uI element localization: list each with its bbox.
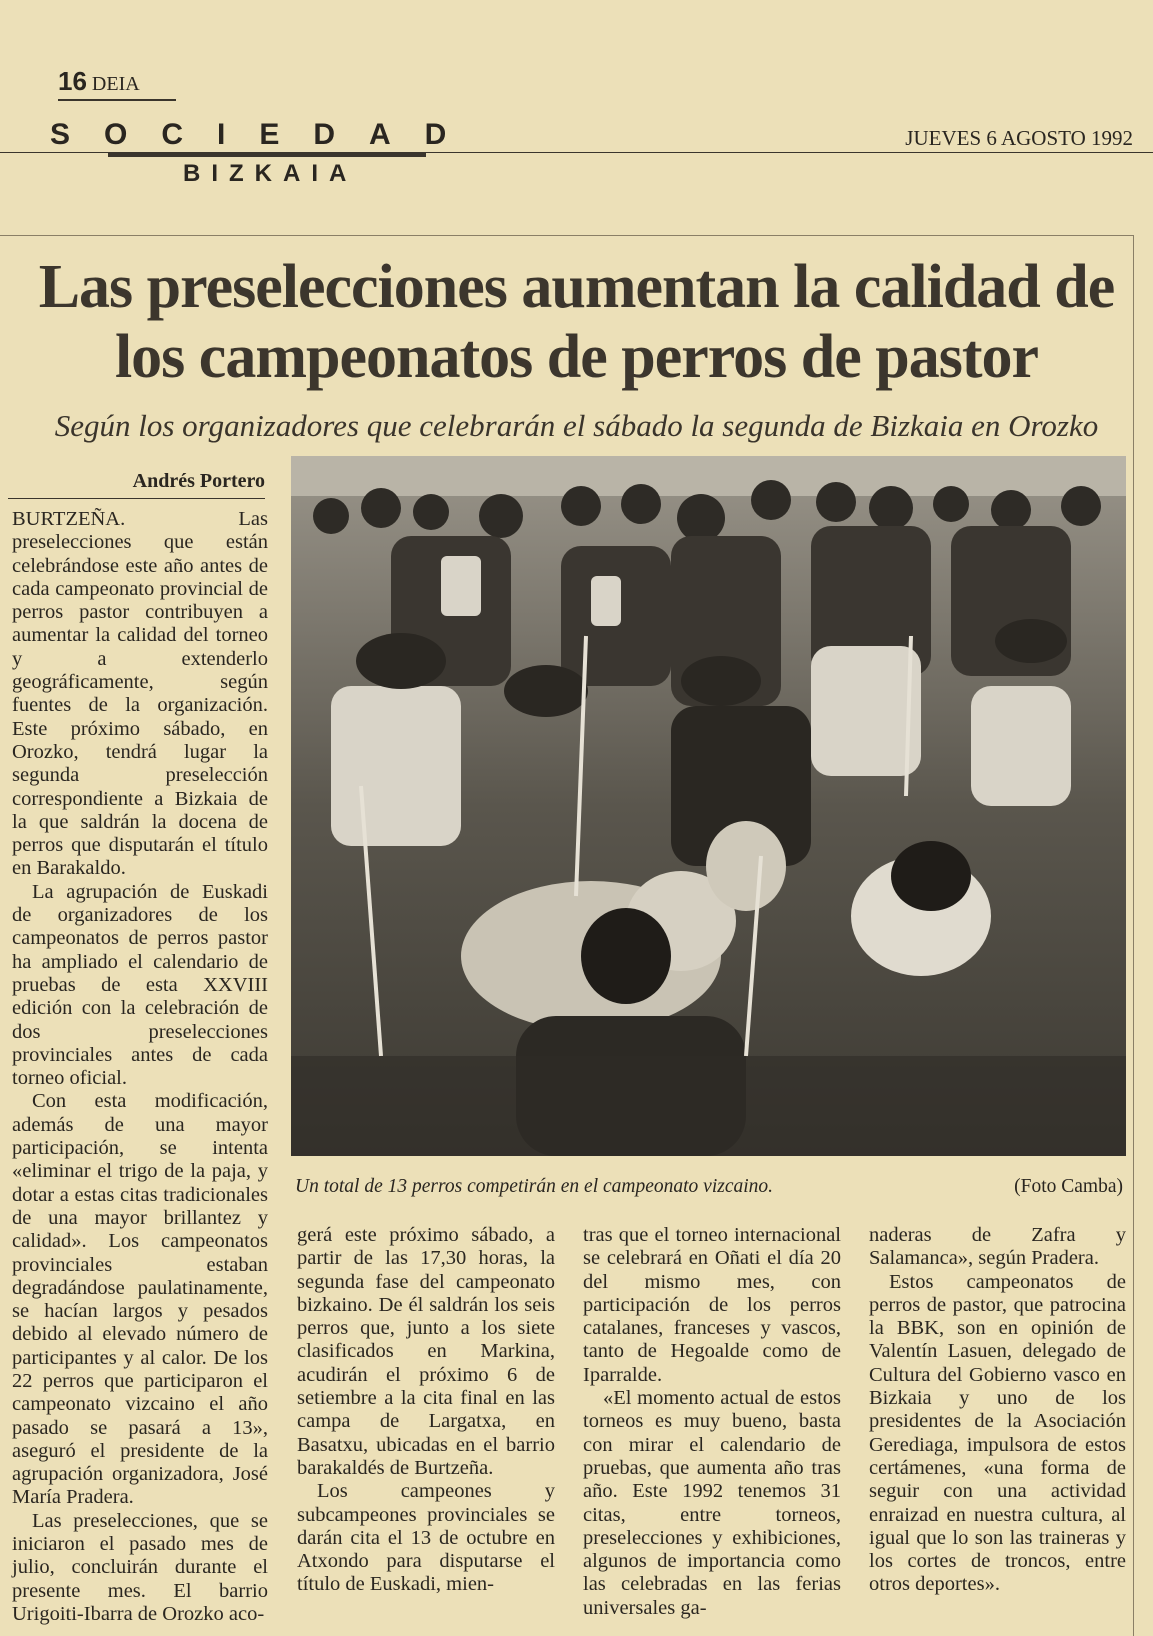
issue-date: JUEVES 6 AGOSTO 1992 <box>905 126 1133 150</box>
paragraph: BURTZEÑA. Las preselecciones que están celebrándose este año antes de cada campeonato provincial de perros pastor contribuyen a aumentar la calidad del torneo y a extenderlo geográficamente, según fuentes de la organización. Este próximo sábado, en Orozko, tendrá lugar la segunda preselección correspondiente a Bizkaia de la que saldrán la docena de perros que disputarán el título en Barakaldo. <box>12 508 268 880</box>
section-title: SOCIEDAD <box>50 118 481 151</box>
shepherds-and-dogs-photo <box>291 456 1126 1156</box>
paragraph: Estos campeonatos de perros de pastor, que patrocina la BBK, son en opinión de Valentín Lasuen, delegado de Cultura del Gobierno vasco en Bizkaia y uno de los presidentes de la Asociación Gerediaga, impulsora de estos certámenes, «una forma de seguir con una actividad enraizad en nuestra cultura, al igual que lo son las traineras y los cortes de troncos, entre otros deportes». <box>869 1270 1126 1596</box>
paragraph: gerá este próximo sábado, a partir de las 17,30 horas, la segunda fase del campeonato bizkaino. De él saldrán los seis perros que, junto a los siete clasificados en Markina, acudirán el próximo 6 de setiembre a la cita final en las campa de Largatxa, en Basatxu, ubicadas en el barrio barakaldés de Burtzeña. <box>297 1224 555 1479</box>
paragraph: naderas de Zafra y Salamanca», según Pradera. <box>869 1224 1126 1270</box>
article-column-3 <box>583 1224 841 1620</box>
paragraph: tras que el torneo internacional se celebrará en Oñati el día 20 del mismo mes, con participación de los perros catalanes, franceses y vascos, tanto de Hegoalde como de Iparralde. <box>583 1224 841 1386</box>
news-photo <box>291 456 1126 1156</box>
paragraph: Con esta modificación, además de una mayor participación, se intenta «eliminar el trigo de la paja, y dotar a estas citas tradicionales de una mayor brillantez y calidad». Los campeonatos provinciales estaban degradándose paulatinamente, se hacían largos y pesados debido al elevado número de participantes y al calor. De los 22 perros que participaron el campeonato vizcaino el año pasado se pasará a 13», aseguró el presidente de la agrupación organizadora, José María Pradera. <box>12 1090 268 1509</box>
subsection-title: BIZKAIA <box>183 160 358 187</box>
article-subheadline: Según los organizadores que celebrarán el sábado la segunda de Bizkaia en Orozko <box>54 408 1099 443</box>
page-folio <box>58 66 176 101</box>
page-number: 16 <box>58 66 87 96</box>
publication-name: DEIA <box>91 73 140 95</box>
article-column-4 <box>869 1224 1126 1597</box>
paragraph: «El momento actual de estos torneos es muy bueno, basta con mirar el calendario de pruebas, que aumenta año tras año. Este 1992 tenemos 31 citas, entre torneos, preselecciones y exhibiciones, algunos de importancia como las celebradas en las ferias universales ga- <box>583 1387 841 1619</box>
article-frame-top <box>0 235 1133 236</box>
article-column-2 <box>297 1224 555 1597</box>
article-column-1 <box>12 508 268 1626</box>
section-rule-accent <box>108 152 426 157</box>
article-frame-right <box>1133 235 1134 1636</box>
photo-caption: Un total de 13 perros competirán en el campeonato vizcaino. <box>295 1176 774 1197</box>
article-byline: Andrés Portero <box>8 470 265 499</box>
headline-line-1: Las preselecciones aumentan la calidad de <box>38 253 1115 321</box>
photo-credit: (Foto Camba) <box>1014 1176 1123 1197</box>
headline-line-2: los campeonatos de perros de pastor <box>114 323 1039 391</box>
paragraph: Los campeones y subcampeones provinciales se darán cita el 13 de octubre en Atxondo para disputarse el título de Euskadi, mien- <box>297 1480 555 1596</box>
paragraph: Las preselecciones, que se iniciaron el pasado mes de julio, concluirán durante el presente mes. El barrio Urigoiti-Ibarra de Orozko aco- <box>12 1509 268 1625</box>
paragraph: La agrupación de Euskadi de organizadores de los campeonatos de perros pastor ha ampliado el calendario de pruebas de esta XXVIII edición con la celebración de dos preselecciones provinciales antes de cada torneo oficial. <box>12 880 268 1090</box>
article-headline <box>20 252 1133 392</box>
